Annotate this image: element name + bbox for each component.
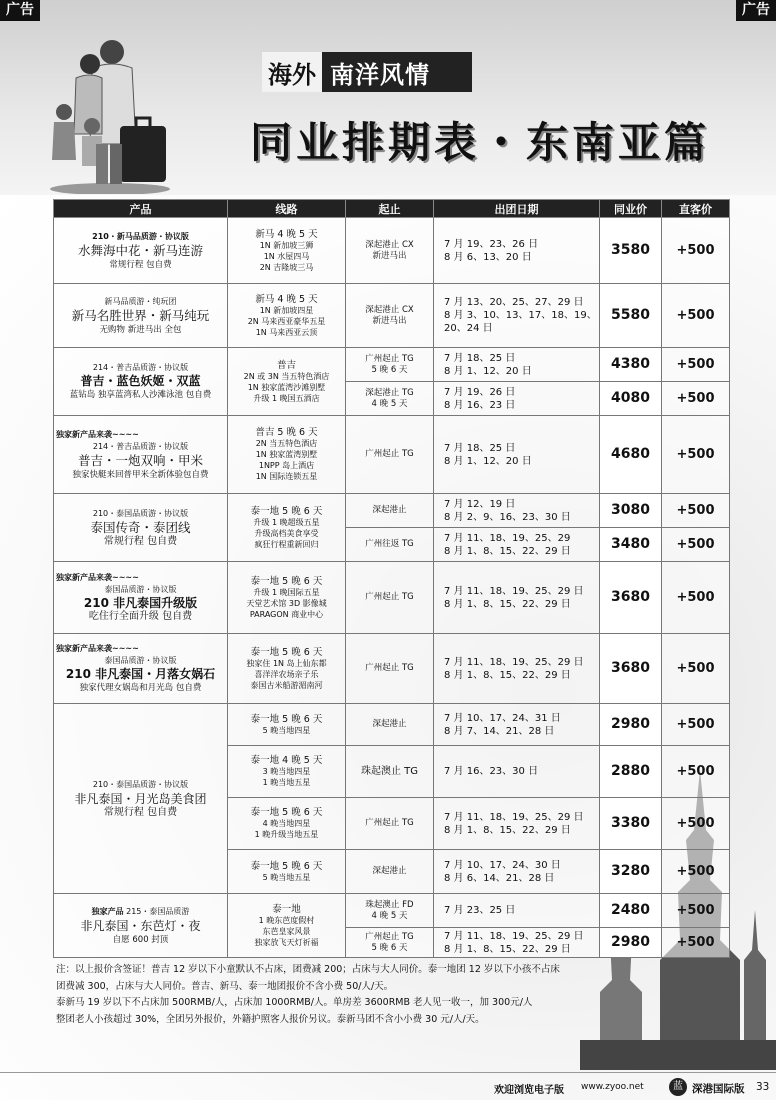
route-line: 1N 独家蓝湾别墅 (255, 450, 318, 459)
note-line: 整团老人小孩超过 30%，全团另外报价，外籍护照客人报价另议。泰新马团不含小小费 30 元/人/天。 (56, 1013, 485, 1025)
product-desc: 独家快艇来回普甲米全新体验包自费 (72, 469, 209, 480)
depart-line: 新进马出 (372, 315, 407, 326)
route-title: 泰一地 5 晚 6 天 (250, 713, 323, 725)
depart-line: 深起港止 CX (365, 239, 414, 250)
route-title: 泰一地 5 晚 6 天 (250, 575, 323, 587)
date-line: 7 月 11、18、19、25、29 日 (444, 656, 584, 668)
note-line: 注：以上报价含签证！普吉 12 岁以下小童默认不占床，团费减 200；占床与大人同价。泰一地团 12 岁以下小孩不占床 (56, 964, 560, 975)
dates-cell (434, 562, 600, 634)
note-line: 团费减 300，占床与大人同价。普吉、新马、泰一地团报价不含小费 50/人/天。 (56, 980, 394, 992)
route-line: 1N 国际连锁五星 (255, 472, 318, 481)
product-desc: 吃住行全面升级 包自费 (88, 611, 193, 622)
direct-price: +500 (662, 894, 730, 928)
product-name: 210 非凡泰国升级版 (83, 596, 198, 610)
depart-cell (346, 928, 434, 958)
date-line: 7 月 18、25 日 (444, 442, 516, 454)
product-name: 210 非凡泰国・月落女娲石 (65, 667, 216, 681)
peer-price: 2980 (600, 704, 662, 746)
direct-price: +500 (662, 928, 730, 958)
peer-price: 3380 (600, 798, 662, 850)
peer-price: 2880 (600, 746, 662, 798)
product-category: 210・新马品质游・协议版 (92, 231, 189, 241)
dates-cell (434, 528, 600, 562)
col-header-depart: 起止 (346, 200, 434, 218)
col-header-dates: 出团日期 (434, 200, 600, 218)
route-cell (228, 348, 346, 416)
depart-cell (346, 284, 434, 348)
date-line: 7 月 11、18、19、25、29 日 (444, 585, 584, 597)
price-notes (56, 962, 676, 1028)
product-cell (54, 284, 228, 348)
direct-price: +500 (662, 494, 730, 528)
route-line: 独家住 1N 岛上仙东都 (246, 658, 327, 668)
direct-price: +500 (662, 704, 730, 746)
route-line: 1N 新加坡四星 (259, 305, 314, 315)
product-category: 214・普吉品质游・协议版 (92, 441, 189, 451)
depart-line: 4 晚 5 天 (371, 398, 408, 409)
depart-line: 广州起止 TG (365, 592, 414, 602)
col-header-peer-price: 同业价 (600, 200, 662, 218)
route-line: 1N 马来西亚云顶 (255, 327, 318, 337)
depart-line: 深起港止 TG (365, 387, 414, 398)
ad-label-right: 广告 (736, 0, 776, 21)
date-line: 8 月 1、12、20 日 (444, 365, 532, 377)
product-category (56, 906, 225, 918)
direct-price: +500 (662, 528, 730, 562)
product-category: 214・普吉品质游・协议版 (92, 363, 189, 372)
table-row (54, 562, 730, 634)
route-cell (228, 218, 346, 284)
table-row (54, 634, 730, 704)
col-header-product: 产品 (54, 200, 228, 218)
exclusive-badge: 独家新产品来袭~~~~ (56, 573, 139, 582)
date-line: 8 月 6、13、20 日 (444, 251, 532, 263)
route-line: 5 晚当地五星 (262, 872, 311, 882)
route-title: 泰一地 5 晚 6 天 (250, 807, 323, 818)
direct-price: +500 (662, 850, 730, 894)
route-title: 新马 4 晚 5 天 (255, 293, 318, 305)
peer-price: 3580 (600, 218, 662, 284)
route-line: 独家放飞天灯祈福 (254, 937, 319, 947)
date-line: 7 月 16、23、30 日 (444, 766, 539, 777)
direct-price: +500 (662, 284, 730, 348)
product-name: 普吉・一炮双响・甲米 (77, 452, 203, 468)
route-line: 2N 或 3N 当五特色酒店 (243, 371, 330, 381)
route-cell (228, 798, 346, 850)
route-line: 2N 吉隆坡三马 (259, 262, 314, 272)
footer-edition: 深港国际版 (692, 1083, 745, 1095)
depart-line: 深起港止 (372, 505, 407, 515)
route-cell (228, 850, 346, 894)
table-row (54, 494, 730, 528)
route-title: 泰一地 5 晚 6 天 (250, 646, 323, 658)
exclusive-badge: 独家产品 (91, 906, 124, 916)
depart-cell (346, 562, 434, 634)
depart-line: 广州往返 TG (365, 539, 414, 549)
product-name: 非凡泰国・月光岛美食团 (74, 791, 207, 806)
route-line: 泰国古米船游湄南河 (250, 680, 323, 690)
dates-cell (434, 494, 600, 528)
dates-cell (434, 634, 600, 704)
dates-cell (434, 894, 600, 928)
date-line: 8 月 1、8、15、22、29 日 (444, 669, 571, 681)
peer-price: 4380 (600, 348, 662, 382)
product-name: 泰国传奇・泰团线 (90, 519, 191, 535)
table-row (54, 284, 730, 348)
peer-price: 3280 (600, 850, 662, 894)
product-desc: 独家代理女娲岛和月光岛 包自费 (79, 683, 202, 693)
peer-price: 3680 (600, 634, 662, 704)
product-desc: 自愿 600 封顶 (112, 934, 169, 945)
ad-label-left: 广告 (0, 0, 40, 21)
route-cell (228, 562, 346, 634)
table-row (54, 218, 730, 284)
dates-cell (434, 928, 600, 958)
page-footer (0, 1072, 776, 1101)
route-line: 3 晚当地四星 (262, 767, 311, 776)
route-cell (228, 634, 346, 704)
route-line: 1N 新加坡三狮 (259, 240, 314, 250)
date-line: 7 月 19、23、26 日 (444, 238, 539, 250)
direct-price: +500 (662, 562, 730, 634)
date-line: 8 月 7、14、21、28 日 (444, 725, 555, 737)
peer-price: 2480 (600, 894, 662, 928)
dates-cell (434, 704, 600, 746)
depart-cell (346, 382, 434, 416)
logo-text-part2: 南洋风情 (330, 60, 430, 89)
route-line: 疯狂行程重新回归 (254, 539, 319, 549)
dates-cell (434, 416, 600, 494)
date-line: 7 月 10、17、24、30 日 (444, 859, 561, 871)
footer-url[interactable]: www.zyoo.net (581, 1082, 644, 1092)
dates-cell (434, 348, 600, 382)
date-line: 8 月 3、10、13、17、18、19、 (444, 310, 597, 321)
product-cell (54, 416, 228, 494)
footer-slogan: 欢迎浏览电子版 (494, 1085, 564, 1096)
route-line: 天堂艺术馆 3D 影像城 (246, 598, 327, 608)
schedule-table (53, 199, 730, 958)
date-line: 8 月 1、8、15、22、29 日 (444, 943, 571, 955)
route-title: 新马 4 晚 5 天 (255, 228, 318, 240)
route-cell (228, 494, 346, 562)
route-title: 泰一地 5 晚 6 天 (250, 505, 323, 517)
date-line: 20、24 日 (444, 323, 493, 334)
date-line: 7 月 12、19 日 (444, 498, 516, 510)
depart-line: 深起港止 (372, 866, 407, 876)
product-cell (54, 894, 228, 958)
product-cell (54, 348, 228, 416)
route-cell (228, 284, 346, 348)
product-cell (54, 704, 228, 894)
peer-price: 4080 (600, 382, 662, 416)
route-cell (228, 746, 346, 798)
dates-cell (434, 850, 600, 894)
col-header-direct-price: 直客价 (662, 200, 730, 218)
product-category: 210・泰国品质游・协议版 (92, 779, 189, 789)
route-line: 1NPP 岛上酒店 (258, 461, 315, 470)
product-desc: 常规行程 包自费 (109, 259, 172, 270)
date-line: 7 月 18、25 日 (444, 352, 516, 364)
depart-cell (346, 634, 434, 704)
date-line: 7 月 11、18、19、25、29 (444, 532, 571, 544)
depart-line: 珠起澳止 FD (365, 899, 414, 910)
route-title: 泰一地 5 晚 6 天 (250, 860, 323, 872)
table-header-row (54, 200, 730, 218)
table-row (54, 704, 730, 746)
date-line: 8 月 1、12、20 日 (444, 455, 532, 467)
route-cell (228, 894, 346, 958)
product-category: 新马品质游・纯玩团 (104, 296, 177, 306)
product-category-text: 215・泰国品质游 (126, 906, 190, 916)
table-row (54, 894, 730, 928)
depart-line: 深起港止 (372, 719, 407, 729)
depart-cell (346, 798, 434, 850)
product-desc: 常规行程 包自费 (103, 806, 178, 818)
publisher-logo-icon: 蓝 (669, 1078, 687, 1096)
dates-cell (434, 798, 600, 850)
route-line: 2N 马来西亚豪华五星 (247, 316, 326, 326)
table-row (54, 416, 730, 494)
direct-price: +500 (662, 348, 730, 382)
direct-price: +500 (662, 382, 730, 416)
exclusive-badge: 独家新产品来袭~~~~ (56, 644, 139, 653)
route-line: 升级 1 晚超级五星 (253, 517, 320, 527)
date-line: 7 月 10、17、24、31 日 (444, 712, 561, 724)
product-cell (54, 634, 228, 704)
peer-price: 3080 (600, 494, 662, 528)
direct-price: +500 (662, 218, 730, 284)
direct-price: +500 (662, 798, 730, 850)
depart-cell (346, 528, 434, 562)
route-line: 东芭皇家风景 (262, 926, 311, 936)
route-line: PARAGON 商业中心 (249, 609, 324, 619)
product-name: 水舞海中花・新马连游 (77, 242, 203, 258)
peer-price: 3680 (600, 562, 662, 634)
logo-text-part1: 海外 (262, 52, 322, 92)
depart-cell (346, 218, 434, 284)
date-line: 8 月 2、9、16、23、30 日 (444, 511, 571, 523)
product-desc: 常规行程 包自费 (103, 535, 178, 547)
depart-line: 广州起止 TG (365, 931, 414, 942)
peer-price: 5580 (600, 284, 662, 348)
page-title: 同业排期表・东南亚篇 (250, 118, 711, 167)
date-line: 8 月 16、23 日 (444, 399, 516, 411)
direct-price: +500 (662, 416, 730, 494)
peer-price: 3480 (600, 528, 662, 562)
peer-price: 2980 (600, 928, 662, 958)
depart-line: 珠起澳止 TG (360, 766, 419, 777)
direct-price: +500 (662, 634, 730, 704)
route-title: 泰一地 (272, 903, 301, 915)
route-line: 1 晚升级当地五星 (254, 830, 319, 839)
family-travel-photo (40, 34, 180, 194)
date-line: 7 月 11、18、19、25、29 日 (444, 811, 584, 823)
date-line: 8 月 1、8、15、22、29 日 (444, 545, 571, 557)
depart-line: 5 晚 6 天 (371, 364, 408, 375)
route-line: 1 晚当地五星 (262, 778, 311, 787)
route-title: 泰一地 4 晚 5 天 (250, 755, 323, 766)
depart-line: 广州起止 TG (365, 353, 414, 364)
dates-cell (434, 218, 600, 284)
depart-line: 4 晚 5 天 (371, 910, 408, 921)
depart-cell (346, 746, 434, 798)
page-number: 33 (756, 1081, 770, 1093)
route-line: 升级高档美食享受 (254, 528, 319, 538)
depart-cell (346, 348, 434, 382)
route-line: 升级 1 晚国际五星 (253, 587, 320, 597)
depart-cell (346, 894, 434, 928)
depart-line: 广州起止 TG (365, 663, 414, 673)
date-line: 7 月 13、20、25、27、29 日 (444, 297, 584, 308)
depart-line: 广州起止 TG (365, 818, 414, 828)
date-line: 7 月 11、18、19、25、29 日 (444, 930, 584, 942)
product-desc: 蓝钻岛 独享蓝湾私人沙滩泳池 包自费 (69, 390, 212, 400)
note-line: 泰新马 19 岁以下不占床加 500RMB/人，占床加 1000RMB/人。单房差 3600RMB 老人见一收一，加 300元/人 (56, 997, 533, 1008)
product-cell (54, 494, 228, 562)
product-category: 泰国品质游・协议版 (104, 585, 177, 594)
peer-price: 4680 (600, 416, 662, 494)
date-line: 8 月 1、8、15、22、29 日 (444, 824, 571, 836)
route-cell (228, 704, 346, 746)
dates-cell (434, 382, 600, 416)
product-cell (54, 218, 228, 284)
route-line: 2N 当五特色酒店 (255, 439, 318, 448)
product-category: 泰国品质游・协议版 (104, 656, 177, 665)
route-line: 1N 水屋四马 (263, 251, 310, 261)
exclusive-badge: 独家新产品来袭~~~~ (56, 429, 139, 439)
date-line: 7 月 23、25 日 (444, 905, 516, 916)
route-title: 普吉 5 晚 6 天 (255, 427, 318, 438)
product-name: 非凡泰国・东芭灯・夜 (80, 918, 201, 933)
direct-price: +500 (662, 746, 730, 798)
depart-line: 5 晚 6 天 (371, 942, 408, 953)
route-line: 喜洋洋农场亲子乐 (254, 669, 319, 679)
depart-cell (346, 494, 434, 528)
route-cell (228, 416, 346, 494)
depart-line: 广州起止 TG (365, 449, 414, 459)
product-cell (54, 562, 228, 634)
depart-cell (346, 416, 434, 494)
route-line: 升级 1 晚国五酒店 (253, 393, 320, 403)
route-line: 1N 独家蓝湾沙滩别墅 (247, 382, 326, 392)
product-name: 普吉・蓝色妖姬・双蓝 (80, 374, 201, 388)
date-line: 7 月 19、26 日 (444, 386, 516, 398)
product-category: 210・泰国品质游・协议版 (92, 508, 189, 518)
date-line: 8 月 1、8、15、22、29 日 (444, 598, 571, 610)
brand-logo (262, 52, 472, 92)
dates-cell (434, 746, 600, 798)
date-line: 8 月 6、14、21、28 日 (444, 872, 555, 884)
depart-cell (346, 850, 434, 894)
route-line: 5 晚当地四星 (262, 725, 311, 735)
depart-line: 深起港止 CX (365, 304, 414, 315)
product-name: 新马名胜世界・新马纯玩 (71, 307, 210, 323)
route-line: 4 晚当地四星 (262, 819, 311, 828)
table-row (54, 348, 730, 382)
col-header-route: 线路 (228, 200, 346, 218)
depart-line: 新进马出 (372, 250, 407, 261)
route-line: 1 晚东芭度假村 (258, 915, 315, 925)
dates-cell (434, 284, 600, 348)
route-title: 普吉 (276, 359, 296, 371)
depart-cell (346, 704, 434, 746)
product-desc: 无购物 新进马出 全包 (99, 324, 182, 335)
